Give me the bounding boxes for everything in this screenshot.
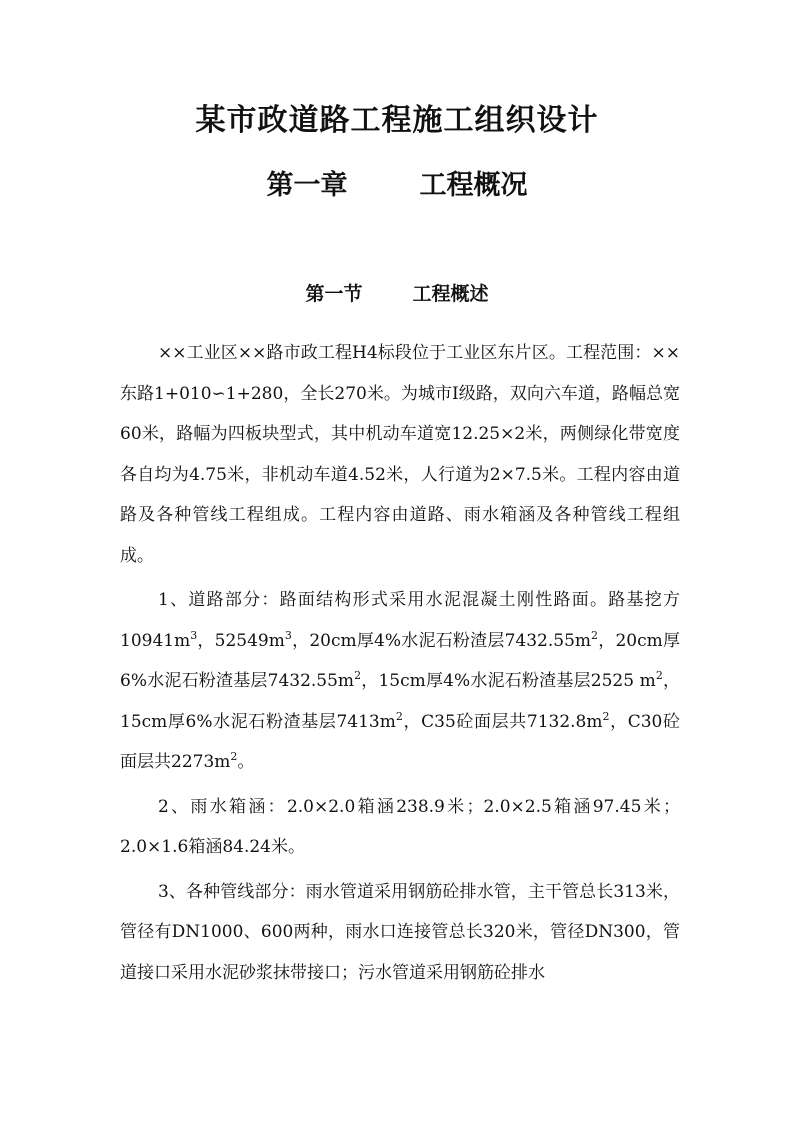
paragraph-pipelines xyxy=(120,872,680,994)
road-text-4: ，20cm厚6%水泥石粉渣基层7432.55m xyxy=(120,630,680,691)
section-number: 第一节 xyxy=(305,283,363,305)
road-text-5: ，15cm厚4%水泥石粉渣基层2525 m xyxy=(361,671,656,691)
road-text-3: ，20cm厚4%水泥石粉渣层7432.55m xyxy=(291,630,592,651)
superscript-2: 2 xyxy=(602,709,610,723)
superscript-2: 2 xyxy=(230,750,238,763)
culvert-text: 2、雨水箱涵：2.0×2.0箱涵238.9米；2.0×2.5箱涵97.45米；2.0×1.6箱涵84.24米。 xyxy=(120,796,680,857)
body-text xyxy=(120,333,680,993)
paragraph-culvert xyxy=(120,787,680,868)
superscript-3: 3 xyxy=(284,628,292,642)
superscript-2: 2 xyxy=(395,709,403,723)
pipelines-text: 3、各种管线部分：雨水管道采用钢筋砼排水管，主干管总长313米，管径有DN1000、600两种，雨水口连接管总长320米，管径DN300，管道接口采用水泥砂浆抹带接口；污水管道采用钢筋砼排水 xyxy=(120,881,680,983)
road-text-8: ，C30砼面层共2273m xyxy=(120,711,680,772)
superscript-3: 3 xyxy=(190,628,198,642)
road-text-7: ，C35砼面层共7132.8m xyxy=(402,711,603,732)
road-text-1: 1、道路部分：路面结构形式采用水泥混凝土刚性路面。路基挖方10941m xyxy=(120,590,680,651)
section-name: 工程概述 xyxy=(412,283,489,305)
superscript-2: 2 xyxy=(591,628,599,642)
chapter-heading xyxy=(0,168,794,204)
road-text-2: ，52549m xyxy=(197,630,285,651)
paragraph-overview xyxy=(120,333,680,576)
document-title: 某市政道路工程施工组织设计 xyxy=(195,103,599,138)
section-heading xyxy=(0,280,794,308)
superscript-2: 2 xyxy=(354,669,362,682)
chapter-name: 工程概况 xyxy=(419,170,528,201)
chapter-number: 第一章 xyxy=(266,170,348,201)
road-text-6: ，15cm厚6%水泥石粉渣基层7413m xyxy=(120,671,681,732)
road-text-9: 。 xyxy=(237,752,255,772)
overview-text: ××工业区××路市政工程H4标段位于工业区东片区。工程范围：××东路1+010∽1+280，全长270米。为城市Ⅰ级路，双向六车道，路幅总宽60米，路幅为四板块型式，其中机动车道宽12.25×2米，两侧绿化带宽度各自均为4.75米，非机动车道4.52米，人行道为2×7.5米。工程内容由道路及各种管线工程组成。工程内容由道路、雨水箱涵及各种管线工程组成。 xyxy=(120,343,680,566)
superscript-2: 2 xyxy=(655,669,663,682)
paragraph-road xyxy=(120,580,680,783)
